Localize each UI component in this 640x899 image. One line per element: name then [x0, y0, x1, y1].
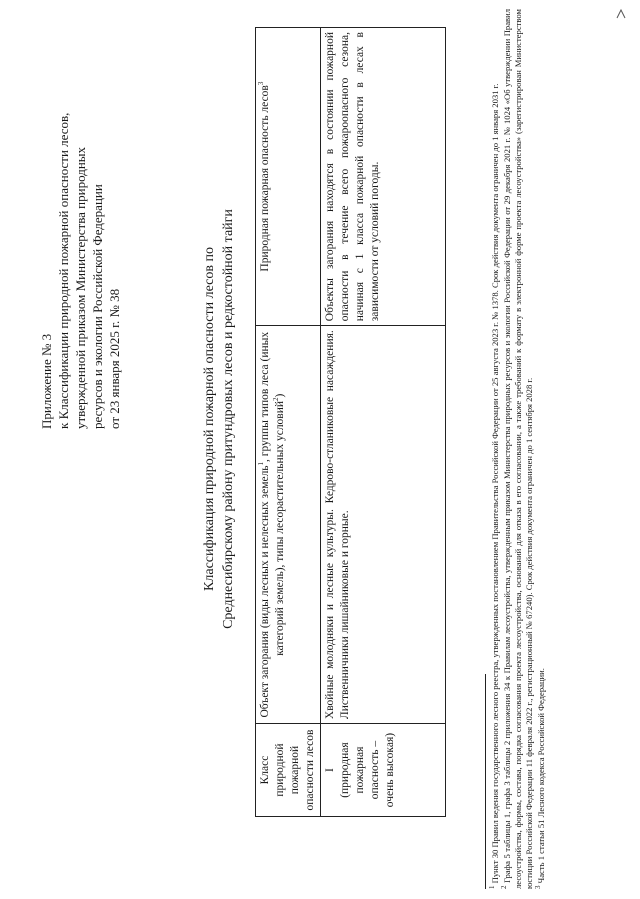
annex-number: Приложение № 3: [39, 333, 54, 429]
table-header-row: [256, 28, 321, 817]
objects-cell: Хвойные молодняки и лесные культуры. Кедрово-стланиковые насаждения. Лиственничники лишайниковые и горные.: [321, 326, 446, 724]
footnotes: [490, 9, 548, 889]
classification-table: [255, 27, 446, 817]
class-cell: [321, 724, 446, 817]
document-title: [200, 29, 238, 809]
annex-line: ресурсов и экологии Российской Федерации: [90, 184, 105, 429]
title-line-2: Среднесибирскому району притундровых лесов и редкостойной тайги: [221, 209, 236, 629]
title-line-1: Классификация природной пожарной опасности лесов по: [202, 247, 217, 591]
class-number: I: [324, 768, 336, 772]
annex-line: к Классификации природной пожарной опасности лесов,: [56, 112, 71, 429]
header-class: Класс природной пожарной опасности лесов: [256, 724, 321, 817]
scan-mark-icon: [615, 8, 627, 20]
footnote: $^1$ Пункт 30 Правил ведения государственного лесного реестра, утвержденных постановлением Правительства Российской Федерации от 25 августа 2023 г. № 1378. Срок действия документа ограничен до 1 января 2031 г.: [488, 83, 500, 889]
annex-header: [38, 49, 123, 429]
class-description: (природная пожарная опасность – очень высокая): [339, 732, 396, 808]
table-row: [321, 28, 446, 817]
footnote: $^3$ Часть 1 статьи 51 Лесного кодекса Российской Федерации.: [534, 668, 546, 889]
header-danger: Природная пожарная опасность лесов$^3$: [256, 28, 321, 326]
footnote: $^2$ Графа 5 таблицы 1, графа 3 таблицы 2 приложения 34 к Правилам лесоустройства, утвержденным приказом Министерства природных ресурсов и экологии Российской Федерации от 29 декабря 2021 г. № 1024 «Об утверждении Правил лесоустройства, формы, состава, порядка согласования проекта лесоустройства, оснований для отказа в его согласовании, а также требований к формату в электронной форме проекта лесоустройства» (зарегистрирован Министерством юстиции Российской Федерации 11 февраля 2022 г., регистрационный № 67240). Срок действия документа ограничен до 1 сентября 2028 г.: [500, 9, 534, 889]
header-objects: Объект загорания (виды лесных и нелесных земель$^1$, группы типов леса (иных категорий земель), типы лесорастительных условий$^2$): [256, 326, 321, 724]
danger-cell: Объекты загорания находятся в состоянии пожарной опасности в течение всего пожароопасного сезона, начиная с 1 класса пожарной опасности в лесах в зависимости от условий погоды.: [321, 28, 446, 326]
footnote-divider: [485, 674, 486, 889]
annex-line: утвержденной приказом Министерства природных: [73, 146, 88, 429]
annex-date: от 23 января 2025 г. № 38: [107, 288, 122, 429]
